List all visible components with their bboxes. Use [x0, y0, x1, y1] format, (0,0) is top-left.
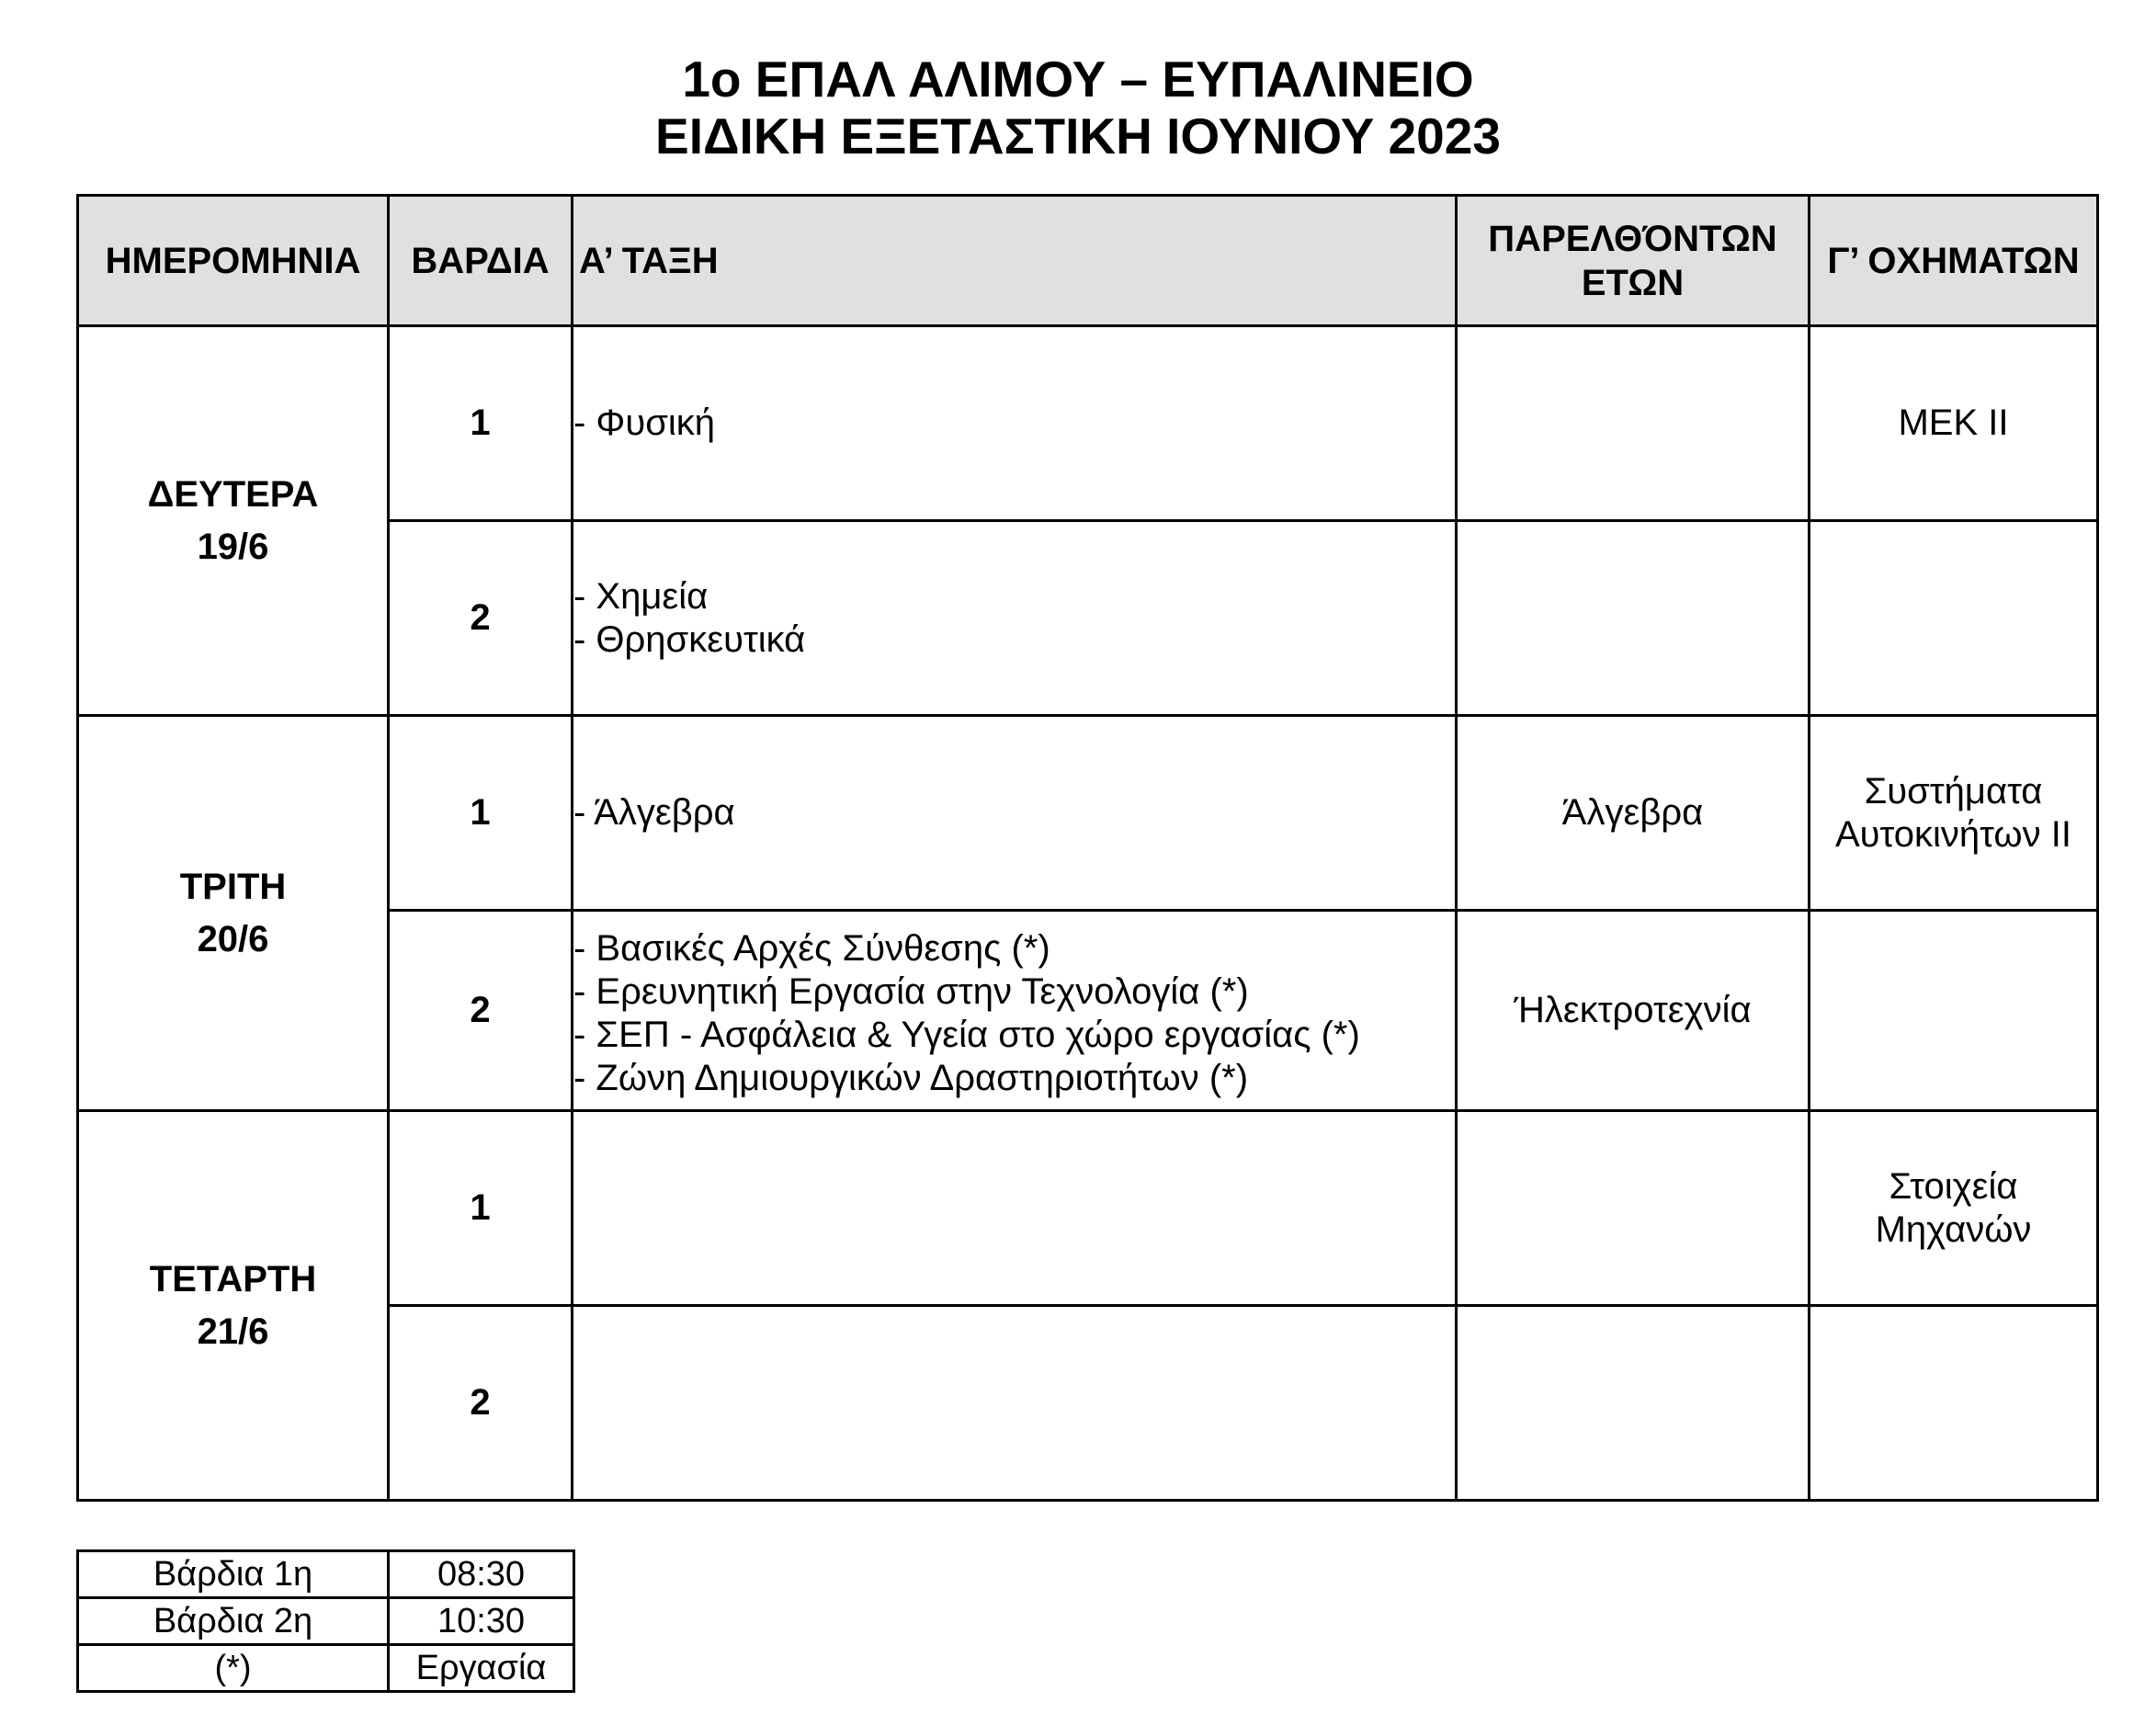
past-years-cell	[1457, 1306, 1810, 1501]
legend-label: Βάρδια 1η	[78, 1551, 389, 1598]
shift-number: 1	[389, 716, 573, 911]
subject-item: - Θρησκευτικά	[573, 619, 806, 660]
header-past-years-line1: ΠΑΡΕΛΘΌΝΤΩΝ	[1488, 218, 1777, 259]
table-row	[78, 326, 2098, 521]
header-vehicles: Γ’ ΟΧΗΜΑΤΩΝ	[1810, 196, 2098, 326]
header-row	[78, 196, 2098, 326]
header-past-years	[1457, 196, 1810, 326]
subject-item: - ΣΕΠ - Ασφάλεια & Υγεία στο χώρο εργασίας (*)	[573, 1014, 1360, 1055]
vehicles-subject-line: Αυτοκινήτων ΙΙ	[1835, 813, 2071, 855]
header-date: ΗΜΕΡΟΜΗΝΙΑ	[78, 196, 389, 326]
vehicles-subject-line: Στοιχεία	[1889, 1165, 2018, 1207]
vehicles-cell	[1810, 716, 2098, 911]
subject-item: - Χημεία	[573, 575, 709, 617]
day-date: 21/6	[197, 1311, 269, 1352]
table-row	[78, 1111, 2098, 1306]
legend-row	[78, 1598, 574, 1645]
shift-number: 2	[389, 521, 573, 716]
vehicles-cell	[1810, 1306, 2098, 1501]
first-grade-subjects	[573, 326, 1457, 521]
past-years-cell: Ήλεκτροτεχνία	[1457, 911, 1810, 1111]
vehicles-cell	[1810, 911, 2098, 1111]
table-row	[78, 716, 2098, 911]
header-shift: ΒΑΡΔΙΑ	[389, 196, 573, 326]
past-years-cell	[1457, 521, 1810, 716]
first-grade-subjects	[573, 521, 1457, 716]
day-name: ΤΕΤΑΡΤΗ	[149, 1258, 317, 1299]
title-line-2: ΕΙΔΙΚΗ ΕΞΕΤΑΣΤΙΚΗ ΙΟΥΝΙΟΥ 2023	[655, 108, 1501, 165]
subject-item: - Ζώνη Δημιουργικών Δραστηριοτήτων (*)	[573, 1057, 1249, 1098]
exam-schedule-table	[76, 194, 2099, 1502]
legend-value: 10:30	[389, 1598, 574, 1645]
legend-row	[78, 1645, 574, 1692]
vehicles-subject: ΜΕΚ ΙΙ	[1898, 403, 2009, 443]
day-date: 20/6	[197, 918, 269, 959]
document-title	[0, 51, 2156, 165]
header-past-years-line2: ΕΤΩΝ	[1581, 262, 1685, 303]
vehicles-cell	[1810, 1111, 2098, 1306]
first-grade-subjects	[573, 1111, 1457, 1306]
subject-item: - Ερευνητική Εργασία στην Τεχνολογία (*)	[573, 970, 1249, 1012]
day-date: 19/6	[197, 526, 269, 567]
shift-number: 2	[389, 1306, 573, 1501]
shift-number: 1	[389, 1111, 573, 1306]
vehicles-subject-line: Συστήματα	[1864, 770, 2043, 811]
shift-times-legend	[76, 1549, 575, 1693]
past-years-cell	[1457, 1111, 1810, 1306]
subject-item: - Άλγεβρα	[573, 792, 735, 833]
past-years-cell: Άλγεβρα	[1457, 716, 1810, 911]
legend-row	[78, 1551, 574, 1598]
day-name: ΤΡΙΤΗ	[179, 866, 287, 907]
vehicles-subject-line: Μηχανών	[1875, 1209, 2032, 1250]
legend-value: Εργασία	[389, 1645, 574, 1692]
first-grade-subjects	[573, 911, 1457, 1111]
day-name: ΔΕΥΤΕΡΑ	[147, 473, 319, 515]
vehicles-cell	[1810, 521, 2098, 716]
legend-label: (*)	[78, 1645, 389, 1692]
legend-value: 08:30	[389, 1551, 574, 1598]
shift-number: 2	[389, 911, 573, 1111]
legend-label: Βάρδια 2η	[78, 1598, 389, 1645]
subject-item: - Φυσική	[573, 403, 716, 443]
past-years-cell	[1457, 326, 1810, 521]
vehicles-cell	[1810, 326, 2098, 521]
day-cell	[78, 326, 389, 716]
first-grade-subjects	[573, 716, 1457, 911]
day-cell	[78, 1111, 389, 1501]
first-grade-subjects	[573, 1306, 1457, 1501]
title-line-1: 1ο ΕΠΑΛ ΑΛΙΜΟΥ – ΕΥΠΑΛΙΝΕΙΟ	[682, 51, 1474, 108]
subject-item: - Βασικές Αρχές Σύνθεσης (*)	[573, 927, 1050, 969]
shift-number: 1	[389, 326, 573, 521]
header-first-grade: Α’ ΤΑΞΗ	[573, 196, 1457, 326]
day-cell	[78, 716, 389, 1111]
